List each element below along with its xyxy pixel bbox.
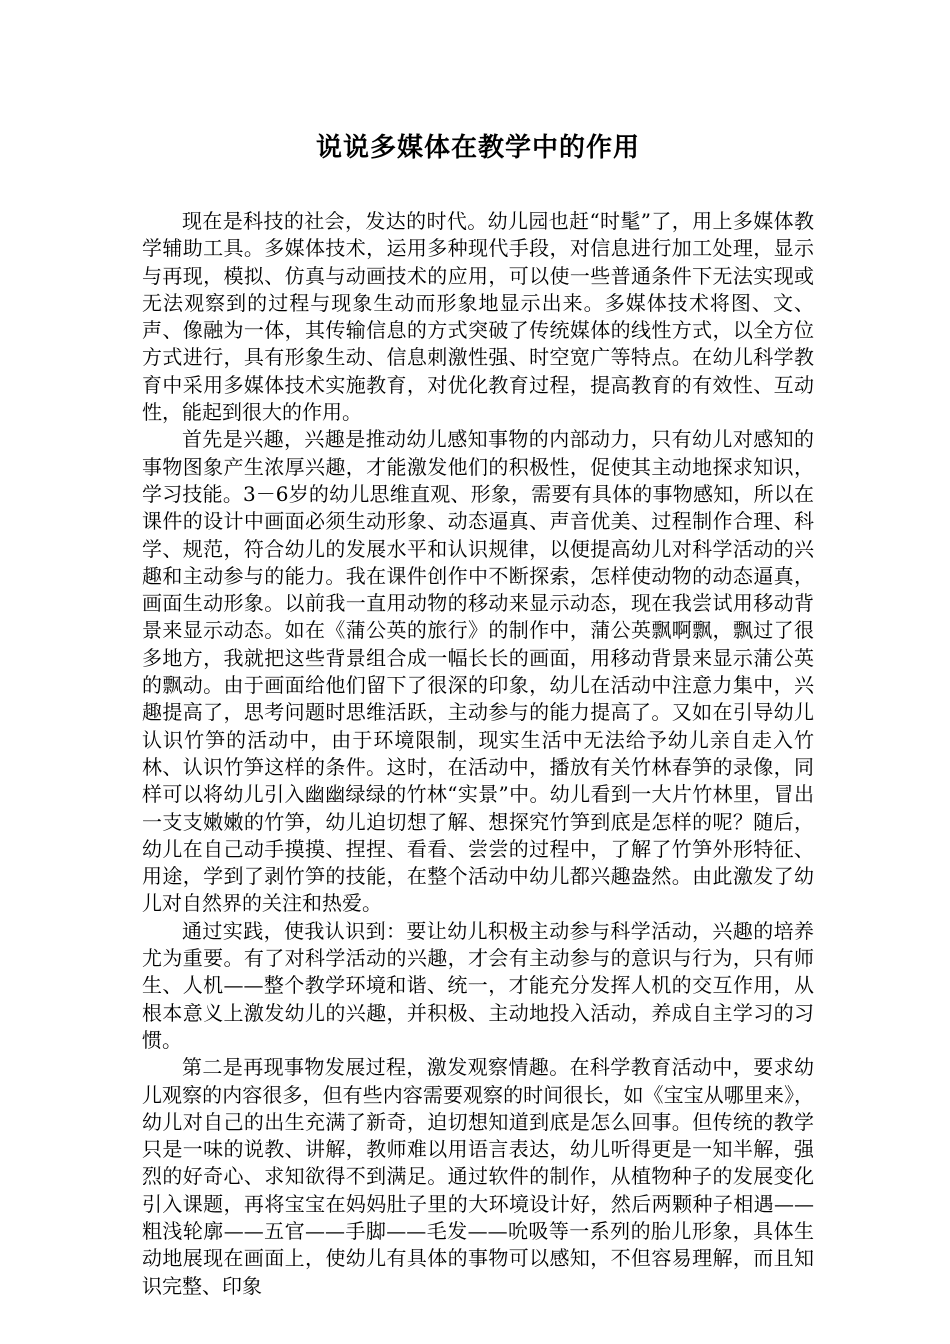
paragraph-4: 第二是再现事物发展过程，激发观察情趣。在科学教育活动中，要求幼儿观察的内容很多，但有些内容需要观察的时间很长，如《宝宝从哪里来》，幼儿对自己的出生充满了新奇，迫切想知道到底是怎么回事。但传统的教学只是一味的说教、讲解，教师难以用语言表达，幼儿听得更是一知半解，强烈的好奇心、求知欲得不到满足。通过软件的制作，从植物种子的发展变化引入课题，再将宝宝在妈妈肚子里的大环境设计好，然后两颗种子相遇——粗浅轮廓——五官——手脚——毛发——吮吸等一系列的胎儿形象，具体生动地展现在画面上，使幼儿有具体的事物可以感知，不但容易理解，而且知识完整、印象: [142, 1055, 814, 1298]
document-title: 说说多媒体在教学中的作用: [315, 133, 640, 163]
document-page: [142, 128, 814, 1300]
paragraph-2: 首先是兴趣，兴趣是推动幼儿感知事物的内部动力，只有幼儿对感知的事物图象产生浓厚兴趣，才能激发他们的积极性，促使其主动地探求知识，学习技能。3－6岁的幼儿思维直观、形象，需要有具体的事物感知，所以在课件的设计中画面必须生动形象、动态逼真、声音优美、过程制作合理、科学、规范，符合幼儿的发展水平和认识规律，以便提高幼儿对科学活动的兴趣和主动参与的能力。我在课件创作中不断探索，怎样使动物的动态逼真，画面生动形象。以前我一直用动物的移动来显示动态，现在我尝试用移动背景来显示动态。如在《蒲公英的旅行》的制作中，蒲公英飘啊飘，飘过了很多地方，我就把这些背景组合成一幅长长的画面，用移动背景来显示蒲公英的飘动。由于画面给他们留下了很深的印象，幼儿在活动中注意力集中，兴趣提高了，思考问题时思维活跃，主动参与的能力提高了。又如在引导幼儿认识竹笋的活动中，由于环境限制，现实生活中无法给予幼儿亲自走入竹林、认识竹笋这样的条件。这时，在活动中，播放有关竹林春笋的录像，同样可以将幼儿引入幽幽绿绿的竹林“实景”中。幼儿看到一大片竹林里，冒出一支支嫩嫩的竹笋，幼儿迫切想了解、想探究竹笋到底是怎样的呢？随后，幼儿在自己动手摸摸、捏捏、看看、尝尝的过程中，了解了竹笋外形特征、用途，学到了剥竹笋的技能，在整个活动中幼儿都兴趣盎然。由此激发了幼儿对自然界的关注和热爱。: [142, 427, 814, 916]
paragraph-3: 通过实践，使我认识到：要让幼儿积极主动参与科学活动，兴趣的培养尤为重要。有了对科学活动的兴趣，才会有主动参与的意识与行为，只有师生、人机——整个教学环境和谐、统一，才能充分发挥人机的交互作用，从根本意义上激发幼儿的兴趣，并积极、主动地投入活动，养成自主学习的习惯。: [142, 918, 814, 1052]
paragraph-1: 现在是科技的社会，发达的时代。幼儿园也赶“时髦”了，用上多媒体教学辅助工具。多媒体技术，运用多种现代手段，对信息进行加工处理，显示与再现，模拟、仿真与动画技术的应用，可以使一些普通条件下无法实现或无法观察到的过程与现象生动而形象地显示出来。多媒体技术将图、文、声、像融为一体，其传输信息的方式突破了传统媒体的线性方式，以全方位方式进行，具有形象生动、信息刺激性强、时空宽广等特点。在幼儿科学教育中采用多媒体技术实施教育，对优化教育过程，提高教育的有效性、互动性，能起到很大的作用。: [142, 209, 814, 425]
